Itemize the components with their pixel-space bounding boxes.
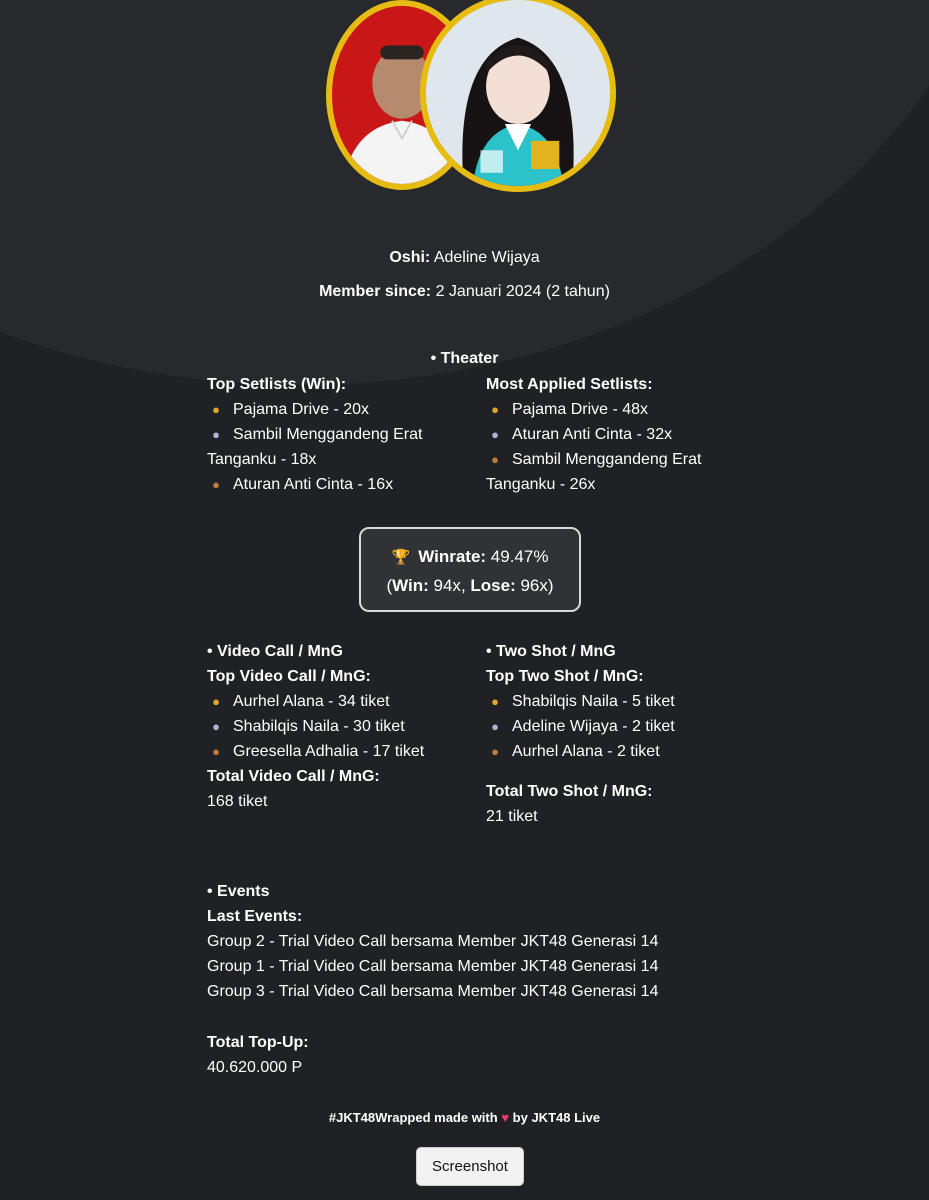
top-two-shot-title: Top Two Shot / MnG: (486, 668, 644, 685)
video-call-column (207, 639, 457, 814)
list-item: Group 1 - Trial Video Call bersama Member JKT48 Generasi 14 (207, 958, 659, 975)
topup-value: 40.620.000 P (207, 1059, 303, 1076)
win-label: Win: (392, 576, 429, 595)
gold-medal-icon: ● (212, 402, 220, 417)
winrate-label: Winrate: (418, 547, 487, 566)
silver-medal-icon: ● (212, 427, 220, 442)
gold-medal-icon: ● (212, 694, 220, 709)
two-shot-section-title: • Two Shot / MnG (486, 643, 616, 660)
list-item: ● Aurhel Alana - 2 tiket (486, 739, 736, 764)
winrate-value: 49.47% (490, 547, 549, 566)
win-lose-line: (Win: 94x, Lose: 96x) (386, 576, 554, 595)
silver-medal-icon: ● (212, 719, 220, 734)
bronze-medal-icon: ● (212, 477, 220, 492)
total-two-shot-title: Total Two Shot / MnG: (486, 783, 653, 800)
lose-label: Lose: (470, 576, 516, 595)
most-applied-title: Most Applied Setlists: (486, 376, 653, 393)
heart-icon: ♥ (501, 1110, 510, 1125)
total-video-call-title: Total Video Call / MnG: (207, 768, 380, 785)
total-video-call-value: 168 tiket (207, 793, 268, 810)
list-item: ● Sambil Menggandeng Erat Tanganku - 18x (207, 422, 457, 472)
list-item: ● Shabilqis Naila - 30 tiket (207, 714, 457, 739)
trophy-icon: 🏆 (391, 549, 411, 566)
topup-section (207, 1030, 507, 1080)
total-two-shot-value: 21 tiket (486, 808, 538, 825)
screenshot-button[interactable]: Screenshot (416, 1147, 524, 1186)
two-shot-column (486, 639, 736, 829)
list-item: ● Greesella Adhalia - 17 tiket (207, 739, 457, 764)
winrate-box (359, 527, 581, 612)
bronze-medal-icon: ● (212, 744, 220, 759)
gold-medal-icon: ● (491, 694, 499, 709)
top-setlists-column (207, 372, 457, 497)
footer-credit (0, 1110, 929, 1125)
theater-section-title: • Theater (430, 350, 499, 367)
topup-title: Total Top-Up: (207, 1034, 309, 1051)
bronze-medal-icon: ● (491, 744, 499, 759)
list-item: ● Pajama Drive - 20x (207, 397, 457, 422)
lose-value: 96x (520, 576, 548, 595)
winrate-line (361, 543, 579, 572)
top-video-call-title: Top Video Call / MnG: (207, 668, 371, 685)
list-item: Group 2 - Trial Video Call bersama Member JKT48 Generasi 14 (207, 933, 659, 950)
silver-medal-icon: ● (491, 427, 499, 442)
oshi-value: Adeline Wijaya (433, 249, 540, 266)
list-item: ● Adeline Wijaya - 2 tiket (486, 714, 736, 739)
list-item: ● Shabilqis Naila - 5 tiket (486, 689, 736, 714)
oshi-avatar (420, 0, 616, 192)
oshi-line (0, 249, 929, 267)
video-call-section-title: • Video Call / MnG (207, 643, 343, 660)
list-item: Group 3 - Trial Video Call bersama Member JKT48 Generasi 14 (207, 983, 659, 1000)
footer-suffix: by JKT48 Live (512, 1110, 601, 1125)
silver-medal-icon: ● (491, 719, 499, 734)
events-section-title: • Events (207, 883, 270, 900)
member-since-line (0, 283, 929, 301)
list-item: ● Pajama Drive - 48x (486, 397, 736, 422)
footer-prefix: #JKT48Wrapped made with (328, 1110, 498, 1125)
events-section (207, 879, 767, 1004)
member-since-label: Member since: (319, 283, 432, 300)
top-setlists-title: Top Setlists (Win): (207, 376, 347, 393)
oshi-label: Oshi: (389, 249, 431, 266)
last-events-title: Last Events: (207, 908, 303, 925)
gold-medal-icon: ● (491, 402, 499, 417)
list-item: ● Aurhel Alana - 34 tiket (207, 689, 457, 714)
member-since-value: 2 Januari 2024 (2 tahun) (435, 283, 610, 300)
oshi-photo-icon (426, 0, 610, 186)
list-item: ● Sambil Menggandeng Erat Tanganku - 26x (486, 447, 736, 497)
list-item: ● Aturan Anti Cinta - 32x (486, 422, 736, 447)
win-value: 94x (433, 576, 461, 595)
most-applied-column (486, 372, 736, 497)
list-item: ● Aturan Anti Cinta - 16x (207, 472, 457, 497)
bronze-medal-icon: ● (491, 452, 499, 467)
